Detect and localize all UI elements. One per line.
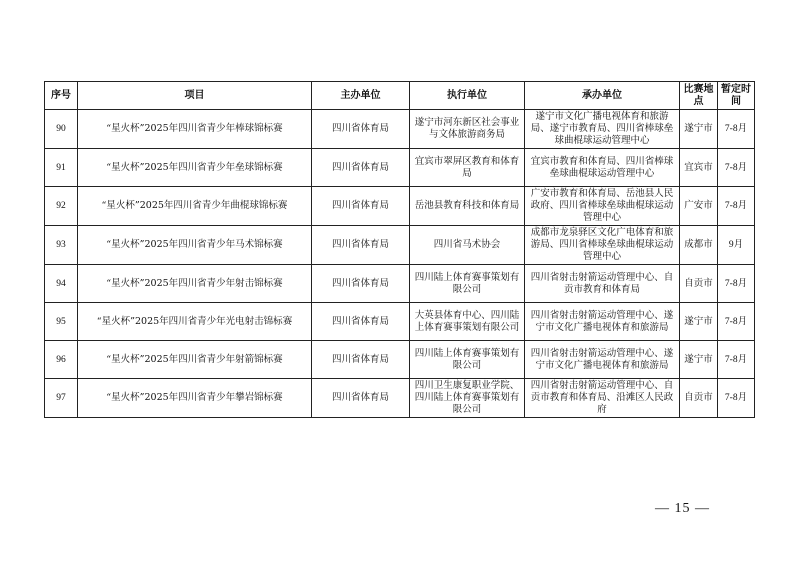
cell-executor: 四川陆上体育赛事策划有限公司 [410, 341, 525, 379]
header-no: 序号 [45, 82, 78, 110]
header-host: 主办单位 [312, 82, 410, 110]
header-organizer: 承办单位 [525, 82, 680, 110]
page-number: — 15 — [655, 501, 710, 516]
cell-host: 四川省体育局 [312, 149, 410, 187]
cell-venue: 自贡市 [680, 265, 718, 303]
cell-project: “星火杯”2025年四川省青少年棒球锦标赛 [78, 110, 312, 149]
cell-venue: 遂宁市 [680, 110, 718, 149]
header-period: 暂定时间 [718, 82, 755, 110]
cell-executor: 岳池县教育科技和体育局 [410, 187, 525, 226]
cell-project: “星火杯”2025年四川省青少年马术锦标赛 [78, 226, 312, 265]
cell-organizer: 四川省射击射箭运动管理中心、遂宁市文化广播电视体育和旅游局 [525, 341, 680, 379]
cell-no: 94 [45, 265, 78, 303]
cell-host: 四川省体育局 [312, 110, 410, 149]
header-venue: 比赛地点 [680, 82, 718, 110]
cell-project: “星火杯”2025年四川省青少年曲棍球锦标赛 [78, 187, 312, 226]
cell-no: 90 [45, 110, 78, 149]
cell-executor: 遂宁市河东新区社会事业与文体旅游商务局 [410, 110, 525, 149]
cell-venue: 成都市 [680, 226, 718, 265]
cell-period: 7-8月 [718, 149, 755, 187]
cell-organizer: 成都市龙泉驿区文化广电体育和旅游局、四川省棒球垒球曲棍球运动管理中心 [525, 226, 680, 265]
cell-no: 93 [45, 226, 78, 265]
cell-period: 9月 [718, 226, 755, 265]
cell-host: 四川省体育局 [312, 226, 410, 265]
cell-period: 7-8月 [718, 379, 755, 418]
cell-organizer: 四川省射击射箭运动管理中心、遂宁市文化广播电视体育和旅游局 [525, 303, 680, 341]
cell-executor: 宜宾市翠屏区教育和体育局 [410, 149, 525, 187]
cell-project: “星火杯”2025年四川省青少年垒球锦标赛 [78, 149, 312, 187]
cell-executor: 四川省马术协会 [410, 226, 525, 265]
table-row [45, 303, 755, 341]
header-project: 项目 [78, 82, 312, 110]
cell-executor: 大英县体育中心、四川陆上体育赛事策划有限公司 [410, 303, 525, 341]
cell-host: 四川省体育局 [312, 265, 410, 303]
cell-venue: 广安市 [680, 187, 718, 226]
cell-organizer: 四川省射击射箭运动管理中心、自贡市教育和体育局、沿滩区人民政府 [525, 379, 680, 418]
cell-organizer: 四川省射击射箭运动管理中心、自贡市教育和体育局 [525, 265, 680, 303]
table-row [45, 341, 755, 379]
cell-no: 91 [45, 149, 78, 187]
cell-organizer: 遂宁市文化广播电视体育和旅游局、遂宁市教育局、四川省棒球垒球曲棍球运动管理中心 [525, 110, 680, 149]
cell-executor: 四川陆上体育赛事策划有限公司 [410, 265, 525, 303]
cell-executor: 四川卫生康复职业学院、四川陆上体育赛事策划有限公司 [410, 379, 525, 418]
cell-period: 7-8月 [718, 187, 755, 226]
table-row [45, 379, 755, 418]
cell-venue: 遂宁市 [680, 303, 718, 341]
cell-no: 95 [45, 303, 78, 341]
table-row [45, 226, 755, 265]
cell-project: “星火杯”2025年四川省青少年射击锦标赛 [78, 265, 312, 303]
cell-no: 96 [45, 341, 78, 379]
cell-host: 四川省体育局 [312, 379, 410, 418]
table-row [45, 187, 755, 226]
cell-host: 四川省体育局 [312, 187, 410, 226]
cell-period: 7-8月 [718, 303, 755, 341]
cell-host: 四川省体育局 [312, 303, 410, 341]
cell-project: “星火杯”2025年四川省青少年光电射击锦标赛 [78, 303, 312, 341]
cell-project: “星火杯”2025年四川省青少年射箭锦标赛 [78, 341, 312, 379]
cell-project: “星火杯”2025年四川省青少年攀岩锦标赛 [78, 379, 312, 418]
cell-venue: 遂宁市 [680, 341, 718, 379]
cell-organizer: 宜宾市教育和体育局、四川省棒球垒球曲棍球运动管理中心 [525, 149, 680, 187]
cell-period: 7-8月 [718, 110, 755, 149]
header-executor: 执行单位 [410, 82, 525, 110]
events-table [44, 81, 755, 418]
table-row [45, 110, 755, 149]
cell-period: 7-8月 [718, 341, 755, 379]
table-row [45, 265, 755, 303]
cell-organizer: 广安市教育和体育局、岳池县人民政府、四川省棒球垒球曲棍球运动管理中心 [525, 187, 680, 226]
cell-venue: 自贡市 [680, 379, 718, 418]
cell-host: 四川省体育局 [312, 341, 410, 379]
header-row [45, 82, 755, 110]
cell-venue: 宜宾市 [680, 149, 718, 187]
cell-period: 7-8月 [718, 265, 755, 303]
cell-no: 97 [45, 379, 78, 418]
table-row [45, 149, 755, 187]
cell-no: 92 [45, 187, 78, 226]
